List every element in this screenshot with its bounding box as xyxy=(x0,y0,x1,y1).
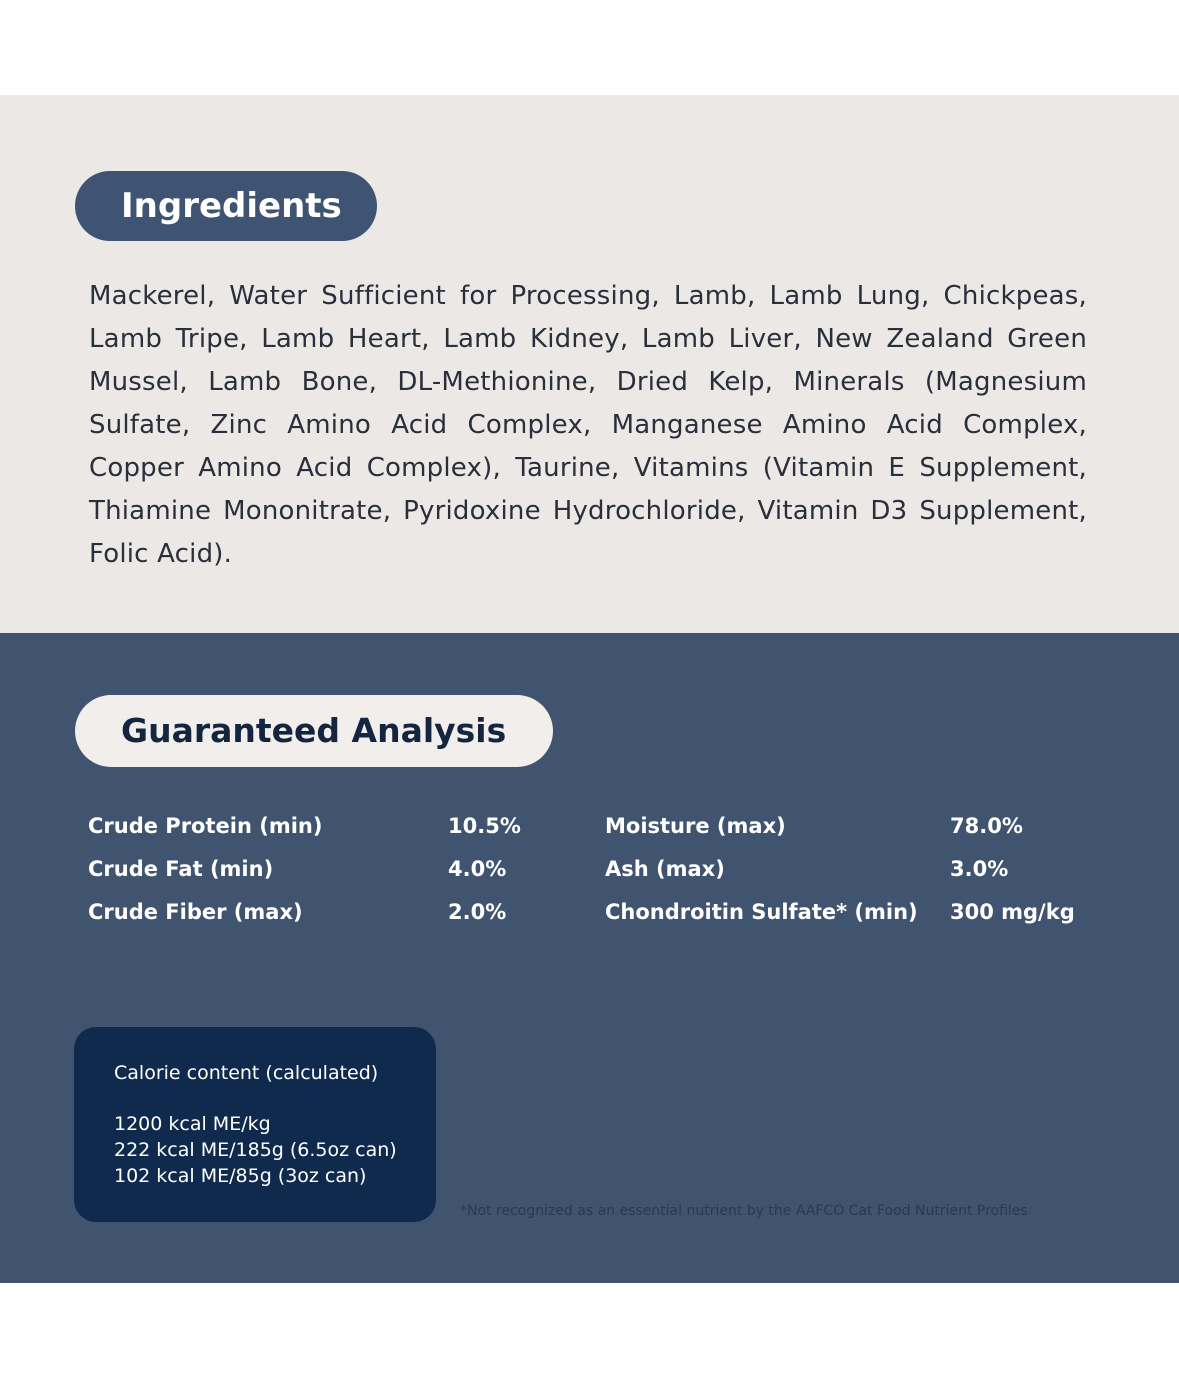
nutrient-label: Crude Protein (min) xyxy=(88,814,323,838)
nutrient-value: 3.0% xyxy=(950,857,1009,881)
guaranteed-analysis-section xyxy=(0,633,1179,1283)
calorie-content-title: Calorie content (calculated) xyxy=(114,1062,379,1084)
calorie-line: 102 kcal ME/85g (3oz can) xyxy=(114,1165,367,1187)
nutrient-value: 300 mg/kg xyxy=(950,900,1075,924)
nutrient-value: 10.5% xyxy=(448,814,521,838)
ingredients-section xyxy=(0,95,1179,633)
nutrient-label: Chondroitin Sulfate* (min) xyxy=(605,900,918,924)
nutrient-value: 4.0% xyxy=(448,857,507,881)
nutrient-label: Moisture (max) xyxy=(605,814,786,838)
calorie-line: 1200 kcal ME/kg xyxy=(114,1113,271,1135)
calorie-line: 222 kcal ME/185g (6.5oz can) xyxy=(114,1139,397,1161)
nutrient-label: Crude Fiber (max) xyxy=(88,900,303,924)
nutrient-value: 2.0% xyxy=(448,900,507,924)
aafco-footnote: *Not recognized as an essential nutrient by the AAFCO Cat Food Nutrient Profiles xyxy=(460,1203,1028,1219)
ingredients-list: Mackerel, Water Sufficient for Processing, Lamb, Lamb Lung, Chickpeas, Lamb Tripe, Lamb Heart, Lamb Kidney, Lamb Liver, New Zealand Green Mussel, Lamb Bone, DL-Methionine, Dried Kelp, Minerals (Magnesium Sulfate, Zinc Amino Acid Complex, Manganese Amino Acid Complex, Copper Amino Acid Complex), Taurine, Vitamins (Vitamin E Supplement, Thiamine Mononitrate, Pyridoxine Hydrochloride, Vitamin D3 Supplement, Folic Acid). xyxy=(89,281,1087,569)
guaranteed-analysis-heading: Guaranteed Analysis xyxy=(75,695,553,767)
ingredients-heading: Ingredients xyxy=(75,171,377,241)
nutrient-value: 78.0% xyxy=(950,814,1023,838)
nutrient-label: Crude Fat (min) xyxy=(88,857,274,881)
calorie-content-box xyxy=(74,1027,436,1222)
nutrient-label: Ash (max) xyxy=(605,857,725,881)
